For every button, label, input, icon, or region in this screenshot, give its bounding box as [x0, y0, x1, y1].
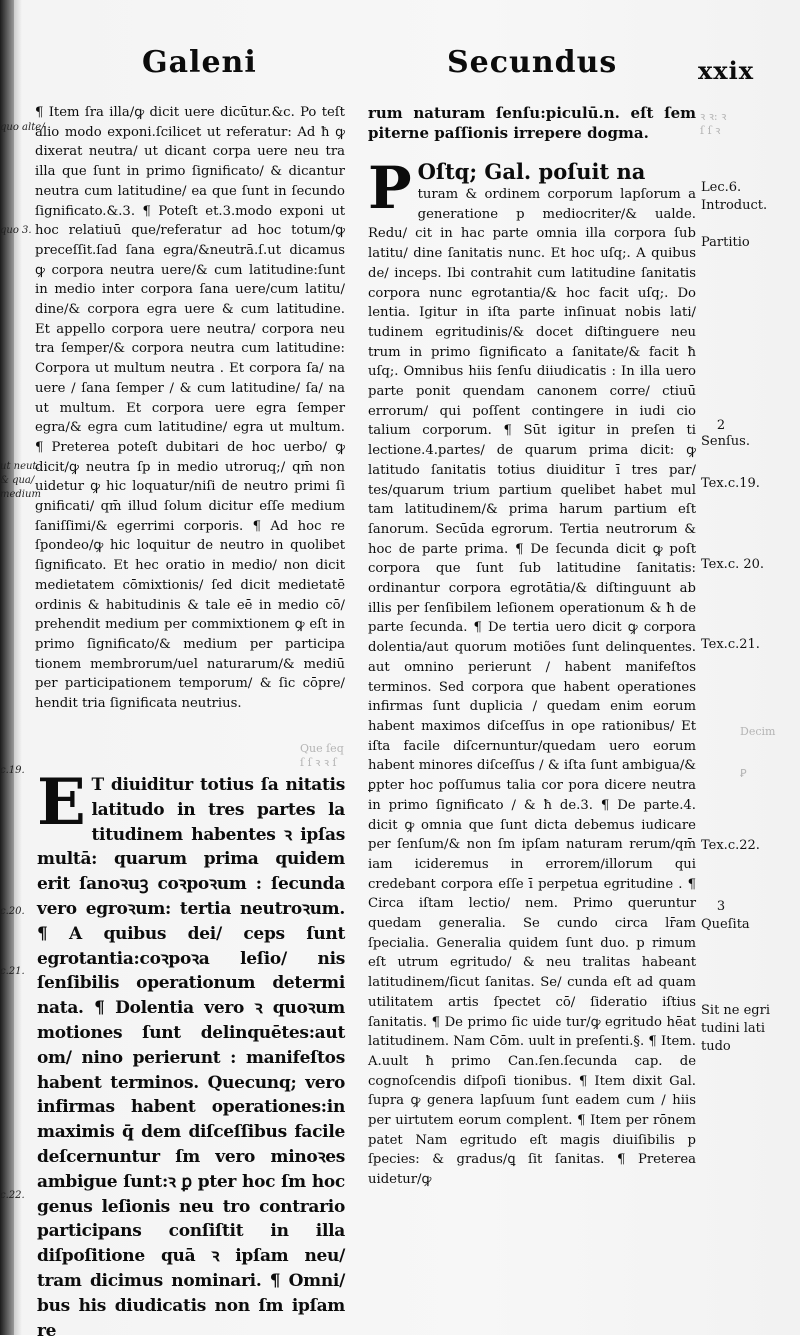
galen-text-paragraph: T diuiditur totius ſa nitatis latitudo in tres partes la titudinem habentes ꝛ ipſas multā: quarum prima quidem erit ſanoꝛuꝫ coꝛpoꝛum : ſecunda vero egroꝛum: tertia neutroꝛum. ¶ A quibus dei/ ceps ſunt egrotantia:coꝛpoꝛa leſio/ nis ſenſibilis operationum determi nata. ¶ Dolentia vero ꝛ quoꝛum motiones ſunt delinquētes:aut om/ nino perierunt : manifeſtos habent terminos. Quecunq; vero infirmas habent operationes:in maximis q̄ dem diſceſſibus facile deſcernuntur ſm vero minoꝛes ambigue ſunt:ꝛ ꝑ pter hoc ſm hoc genus leſionis neu tro contrario participans conſiſtit in illa diſpoſitione quā ꝛ ipſam neu/ tram dicimus nominari. ¶ Omni/ bus his diudicatis non ſm ipſam re: [37, 775, 345, 1341]
drop-cap-p: P: [368, 154, 412, 222]
galen-text-block: [37, 765, 345, 1343]
margin-note-text-ref: Tex.c.22.: [701, 838, 760, 853]
running-header-center: Secundus: [447, 45, 618, 80]
running-header-left: Galeni: [142, 45, 257, 80]
margin-note-left: ut neut.: [0, 461, 40, 472]
margin-note-number: 3: [716, 899, 726, 914]
margin-note-text-ref: Tex.c.19.: [701, 476, 760, 491]
margin-note-left: quo alte/: [0, 122, 45, 133]
commentary-left-column: [35, 103, 345, 714]
margin-note-left: c.21.: [0, 966, 25, 977]
bleed-through-ghost: ꝛ ꝛ: ꝛ ſ ſ ꝛ: [700, 110, 727, 137]
margin-note-question: tudini lati: [701, 1021, 766, 1036]
margin-note-text-ref: Tex.c. 20.: [701, 557, 765, 572]
page-gutter-shadow: [0, 0, 14, 1335]
folio-number: xxix: [698, 56, 755, 85]
lecture-opening: Oſtq; Gal. poſuit na: [417, 159, 646, 184]
margin-note-number: 2: [716, 418, 726, 433]
margin-note-quesita: Queſita: [701, 917, 750, 932]
margin-note-question: Sit ne egri: [701, 1003, 771, 1018]
drop-cap-e: E: [37, 765, 86, 840]
commentary-paragraph: ¶ Item ſra illa/ꝙ dicit uere dicūtur.&c. Po teſt alio modo exponi.ſcilicet ut referatur: Ad ħ ꝙ dixerat neutra/ ut dicant corpa uere neu tra illa que ſunt in primo ſignificato/ & dicantur neutra cum latitudine/ ea que ſunt in ſecundo ſignificato.&.3. ¶ Poteſt et.3.modo exponi ut hoc relatiuū que/referatur ad hoc totum/ꝙ preceſſit.ſad ſana egra/&neutrā.ſ.ut dicamus ꝙ corpora neutra uere/& cum latitudine:ſunt in medio inter corpora ſana uere/cum latitu/ dine/& corpora egra uere & cum latitudine. Et appello corpora uere neutra/ corpora neu tra ſemper/& corpora neutra cum latitudine: Corpora ut multum neutra . Et corpora ſa/ na uere / ſana ſemper / & cum latitudine/ ſa/ na ut multum. Et corpora uere egra ſemper egra/& egra cum latitudine/ egra ut multum. ¶ Preterea poteſt dubitari de hoc uerbo/ ꝙ dicit/ꝙ neutra ſp in medio utroruq;/ qm̄ non uidetur ꝙ hic loquatur/niſi de neutro primi ſi gnificati/ qm̄ illud ſolum dicitur eſſe medium ſaniſſimi/& egerrimi corporis. ¶ Ad hoc re ſpondeo/ꝙ hic loquitur de neutro in quolibet ſignificato. Et hec oratio in medio/ non dicit medietatem cōmixtionis/ ſed dicit medietatē ordinis & habitudinis & tale eē in medio cō/ prehendit medium per commixtionem ꝙ eſt in primo ſignificato/& medium per participa tionem membrorum/uel naturarum/& mediū per participationem temporum/ & ſic cōpre/ hendit tria ſignificata neutrius.: [35, 105, 345, 712]
margin-note-sensus: Senſus.: [701, 434, 750, 449]
commentary-right-column: [368, 103, 696, 1190]
bleed-through-ghost-2: Decim Ꝑ: [740, 725, 776, 780]
lecture-paragraph: turam & ordinem corporum lapſorum a generatione p mediocriter/& ualde. Redu/ cit in hac parte omnia illa corpora ſub latitu/ dine ſanitatis nunc. Et hoc uſq;. A quibus de/ inceps. Ibi contrahit cum latitudine ſanitatis corpora nunc egrotantia/& hoc facit uſq;. Do lentia. Igitur in iſta parte inſinuat nobis lati/ tudinem egritudinis/& docet diſtinguere neu trum in primo ſignificato a ſanitate/& facit ħ uſq;. Omnibus hiis ſenſu diiudicatis : In illa uero parte ponit quendam canonem corre/ ctiuū errorum/ qui poſſent contingere in iudi cio talium corporum. ¶ Sūt igitur in preſen ti lectione.4.partes/ de quarum prima dicit: ꝙ latitudo ſanitatis totius diuiditur ī tres par/ tes/quarum trium partium quelibet habet mul tam latitudinem/& prima harum partium eſt ſanorum. Secūda egrorum. Tertia neutrorum & hoc de parte prima. ¶ De ſecunda dicit ꝙ poſt corpora que ſunt ſub latitudine ſanitatis: ordinantur corpora egrotātia/& diſtinguunt ab illis per ſenſibilem leſionem operationum & ħ de parte ſecunda. ¶ De tertia uero dicit ꝙ corpora dolentia/aut quorum motiões ſunt delinquentes. aut omnino perierunt / habent manifeſtos terminos. Sed corpora que habent operationes infirmas ſunt duplicia / quedam enim eorum habent maximos diſceſſus in ope rationibus/ Et iſta facile diſcernuntur/quedam uero eorum habent minores diſceſſus / & iſta ſunt ambigua/& ꝑpter hoc poſſumus talia cor pora dicere neutra in primo ſignificato / & ħ de.3. ¶ De parte.4. dicit ꝙ omnia que ſunt dicta debemus iudicare per ſenſum/& non ſm ipſam naturam rerum/qm̄ iam icideremus in errorem/illorum qui credebant corpora eſſe ī perpetua egritudine . ¶ Circa iſtam lectio/ nem. Primo queruntur quedam generalia. Se cundo circa lr̄am ſpecialia. Generalia quidem ſunt duo. p rimum eſt utrum egritudo/ & neu tralitas habeant latitudinem/ſicut ſanitas. Se/ cunda eſt ad quam utilitatem artis ſpectet cō/ ſideratio iſtius ſanitatis. ¶ De primo ſic uide tur/ꝙ egritudo hēat latitudinem. Nam Cōm. uult in preſenti.§. ¶ Item. A.uult ħ primo Can.ſen.ſecunda cap. de cognoſcendis diſpoſi tionibus. ¶ Item dixit Gal. ſupra ꝙ genera lapſuum ſunt eadem cum / hiis per uirtutem eorum complent. ¶ Item per rōnem patet Nam egritudo eſt magis diuiſibilis p ſpecies: & gradus/ꝗ ſit ſanitas. ¶ Preterea uidetur/ꝙ: [368, 187, 696, 1188]
margin-note-left: c.20.: [0, 906, 25, 917]
margin-note-left: c.22.: [0, 1190, 25, 1201]
margin-note-question: tudo: [701, 1039, 731, 1054]
margin-note-left: medium: [0, 489, 41, 500]
margin-note-left: & qua/: [0, 475, 35, 486]
margin-note-introduction: Introduct.: [701, 198, 768, 213]
margin-note-left: quo 3.: [0, 225, 32, 236]
margin-note-left: c.19.: [0, 765, 25, 776]
margin-note-partitio: Partitio: [701, 235, 750, 250]
galen-text-continuation: rum naturam ſenſu:piculū.n. eſt ſem piterne paſſionis irrepere dogma.: [368, 104, 696, 142]
bleed-through-ghost-3: Que ſeq ſ ſ ꝛ ꝛ ſ: [300, 742, 344, 769]
margin-note-lecture: Lec.6.: [701, 180, 742, 195]
margin-note-text-ref: Tex.c.21.: [701, 637, 760, 652]
